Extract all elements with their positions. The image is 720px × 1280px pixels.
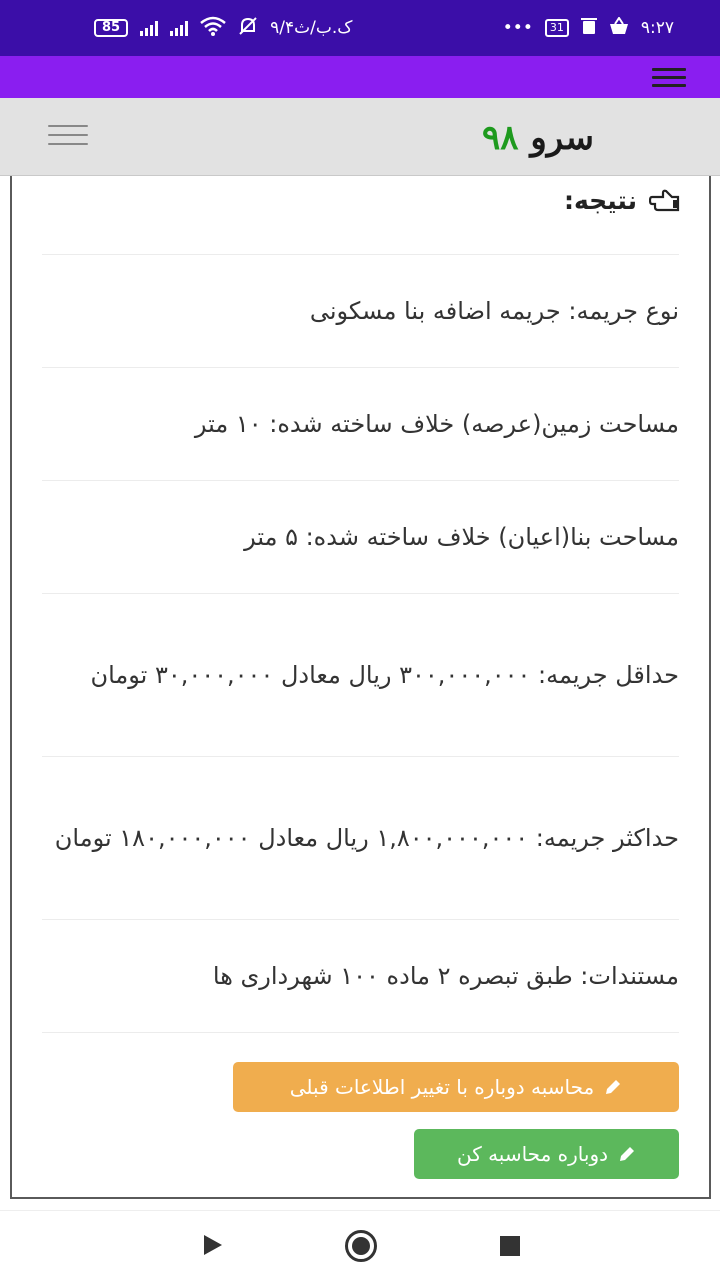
app-bar (0, 56, 720, 98)
result-row-max-fine (42, 756, 679, 919)
button-label: دوباره محاسبه کن (456, 1142, 609, 1166)
result-row-text: مساحت زمین(عرصه) خلاف ساخته شده: ۱۰ متر (194, 410, 679, 438)
pencil-icon (618, 1145, 636, 1163)
result-list (42, 254, 679, 1033)
site-header (0, 98, 720, 176)
pencil-icon (604, 1078, 622, 1096)
result-row-documents (42, 919, 679, 1032)
result-title: نتیجه: (564, 186, 637, 215)
hand-pointing-icon (649, 188, 681, 214)
muted-bell-icon (238, 16, 258, 41)
result-row-text: مستندات: طبق تبصره ۲ ماده ۱۰۰ شهرداری ها (212, 962, 679, 990)
basket-icon (609, 17, 629, 40)
menu-icon[interactable] (652, 68, 686, 87)
result-row-building-area (42, 480, 679, 593)
signal-icon-2 (170, 20, 188, 36)
result-row-text: نوع جریمه: جریمه اضافه بنا مسکونی (309, 297, 679, 325)
result-card (10, 176, 711, 1199)
home-icon[interactable] (345, 1230, 377, 1262)
logo-word: سرو (530, 118, 595, 158)
divider (42, 1032, 679, 1033)
status-time: ۹:۲۷ (640, 18, 674, 38)
site-menu-icon[interactable] (48, 125, 88, 145)
recent-apps-icon[interactable] (500, 1236, 520, 1256)
back-icon[interactable] (204, 1235, 222, 1255)
battery-icon: 85 (94, 19, 128, 37)
result-row-text: حداکثر جریمه: ۱,۸۰۰,۰۰۰,۰۰۰ ریال معادل ۱۸۰,۰۰۰,۰۰۰ تومان (54, 824, 679, 852)
result-row-text: حداقل جریمه: ۳۰۰,۰۰۰,۰۰۰ ریال معادل ۳۰,۰۰۰,۰۰۰ تومان (90, 661, 679, 689)
trash-icon (581, 17, 597, 40)
more-notifications-icon: ••• (502, 18, 533, 38)
logo-number: ۹۸ (482, 118, 519, 158)
wifi-icon (200, 16, 226, 41)
calendar-icon: 31 (545, 19, 569, 37)
button-label: محاسبه دوباره با تغییر اطلاعات قبلی (289, 1075, 595, 1099)
navigation-bar (0, 1210, 720, 1280)
status-bar (0, 0, 720, 56)
recalculate-button[interactable] (414, 1129, 679, 1179)
result-heading (564, 186, 681, 215)
recalculate-with-changes-button[interactable] (233, 1062, 679, 1112)
site-logo[interactable] (482, 118, 594, 158)
result-row-fine-type (42, 254, 679, 367)
result-row-min-fine (42, 593, 679, 756)
signal-icon (140, 20, 158, 36)
result-row-land-area (42, 367, 679, 480)
result-row-text: مساحت بنا(اعیان) خلاف ساخته شده: ۵ متر (244, 523, 679, 551)
status-date: ۹/۴ک.ب/ث (270, 18, 353, 38)
